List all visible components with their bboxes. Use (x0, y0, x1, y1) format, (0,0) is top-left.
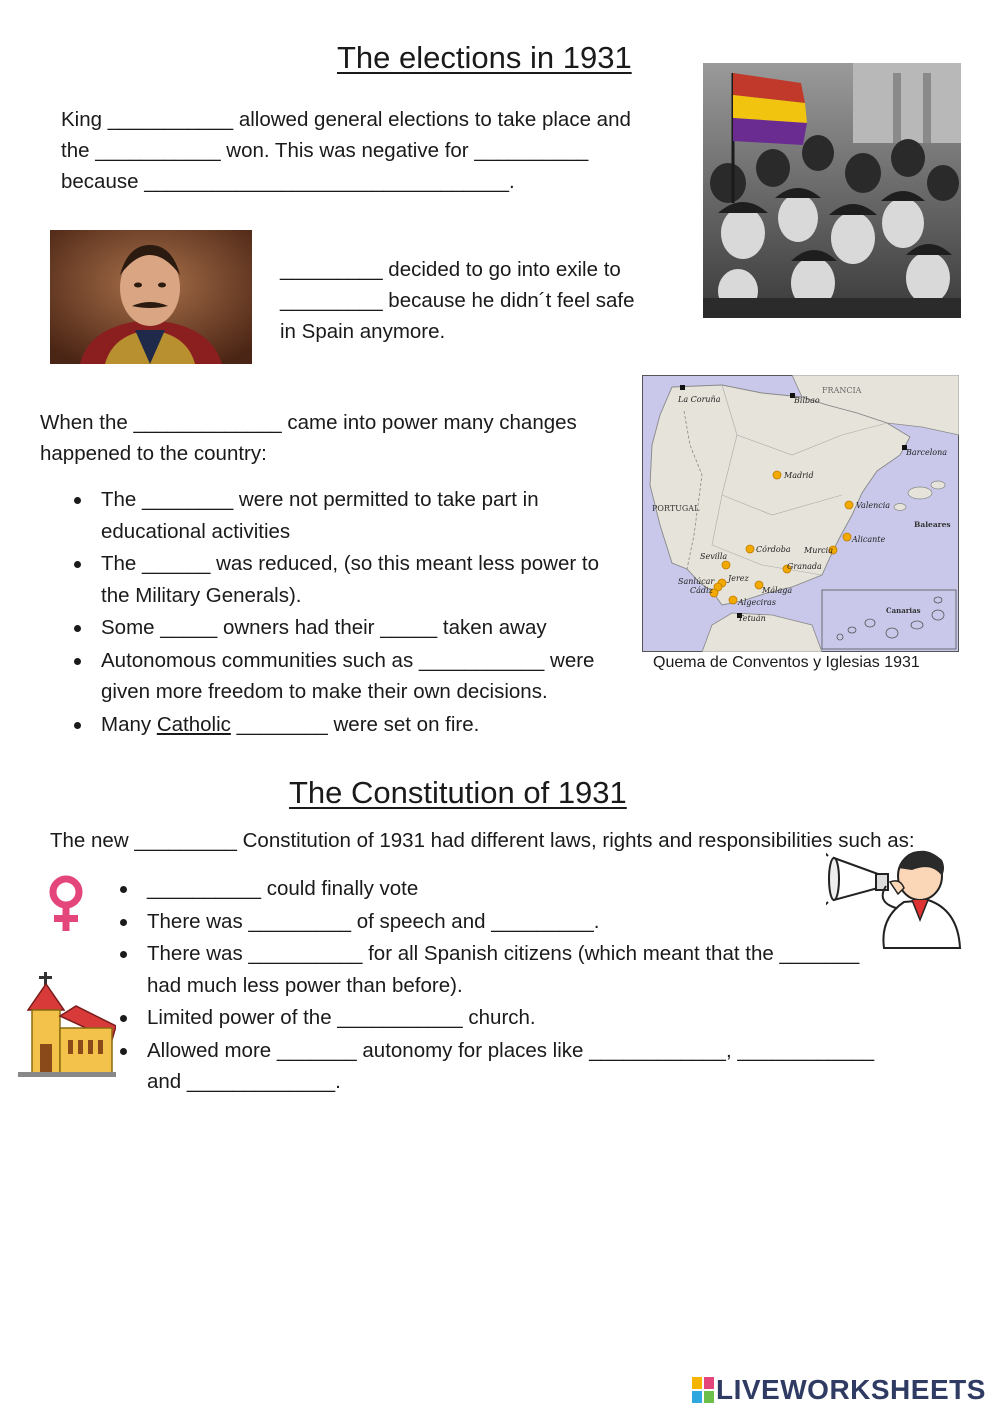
elections-paragraph (61, 104, 631, 197)
text-fragment: ________ were set on fire. (230, 712, 480, 736)
list-item-line: The ________ were not permitted to take part in (101, 488, 539, 511)
bullet-dot (120, 1015, 127, 1022)
exile-paragraph (280, 254, 634, 347)
bullet-dot (74, 658, 81, 665)
map-label-canarias: Canarias (886, 606, 921, 615)
bullet-dot (74, 625, 81, 632)
map-label-francia: FRANCIA (822, 386, 862, 395)
map-label-malaga: Málaga (762, 586, 793, 595)
church-icon (18, 966, 116, 1078)
section-title-elections: The elections in 1931 (337, 40, 632, 75)
bullet-dot (120, 919, 127, 926)
list-item-line (101, 709, 599, 741)
changes-paragraph (40, 407, 577, 469)
list-item-line: educational activities (101, 519, 291, 543)
underlined-word: Catholic (156, 712, 231, 736)
paragraph-line: _________ decided to go into exile to (280, 258, 621, 281)
map-label-algeciras: Algeciras (738, 598, 776, 607)
list-item (147, 1035, 874, 1098)
constitution-intro (50, 825, 915, 856)
map-label-baleares: Baleares (914, 520, 951, 529)
paragraph-line: _________ because he didn´t feel safe (280, 289, 635, 312)
list-item (101, 548, 599, 611)
bullet-dot (74, 722, 81, 729)
spain-map (642, 375, 959, 652)
liveworksheets-logo[interactable] (692, 1374, 986, 1406)
list-item (147, 906, 874, 938)
list-item-line: had much less power than before). (147, 973, 463, 997)
king-portrait (50, 230, 252, 364)
liveworksheets-brand-text: LIVEWORKSHEETS (716, 1374, 986, 1405)
list-item-line: Allowed more _______ autonomy for places like ____________, ____________ (147, 1038, 875, 1062)
map-label-tetuan: Tetuán (738, 614, 766, 623)
paragraph-line: happened to the country: (40, 442, 267, 465)
list-item-line: There was _________ of speech and _________. (147, 909, 600, 933)
list-item-line: The ______ was reduced, (so this meant less power to (101, 552, 599, 575)
map-label-valencia: Valencia (856, 501, 891, 510)
map-label-bilbao: Bilbao (794, 396, 820, 405)
map-label-cordoba: Córdoba (756, 545, 791, 554)
map-label-sanlucar: Sanlúcar (678, 577, 715, 586)
map-caption: Quema de Conventos y Iglesias 1931 (653, 654, 920, 671)
map-label-madrid: Madrid (784, 471, 814, 480)
map-label-granada: Granada (787, 562, 822, 571)
map-label-la-coruna: La Coruña (678, 395, 721, 404)
list-item (147, 1002, 874, 1034)
list-item-line: Some _____ owners had their _____ taken away (101, 616, 547, 639)
list-item-line: Autonomous communities such as ___________ were (101, 648, 595, 672)
changes-list (101, 484, 599, 741)
list-item-line: and _____________. (147, 1070, 341, 1093)
map-label-alicante: Alicante (852, 535, 886, 544)
list-item (101, 612, 599, 644)
map-label-cadiz: Cádiz (690, 586, 713, 595)
list-item (147, 938, 874, 1001)
bullet-dot (74, 497, 81, 504)
paragraph-line: because ________________________________. (61, 170, 515, 193)
map-label-barcelona: Barcelona (906, 448, 947, 457)
list-item (147, 873, 874, 905)
text-fragment: Many (101, 712, 157, 736)
constitution-list (147, 873, 874, 1099)
list-item (101, 645, 599, 708)
list-item-line: Limited power of the ___________ church. (147, 1006, 536, 1029)
paragraph-line: in Spain anymore. (280, 320, 446, 343)
paragraph-line: When the _____________ came into power many changes (40, 411, 577, 434)
paragraph-line: King ___________ allowed general elections to take place and (61, 108, 631, 131)
bullet-dot (120, 1048, 127, 1055)
section-title-constitution: The Constitution of 1931 (289, 775, 627, 810)
map-label-murcia: Murcia (804, 546, 833, 555)
paragraph-line: The new _________ Constitution of 1931 had different laws, rights and responsibilities such as: (50, 829, 915, 852)
list-item (101, 484, 599, 547)
map-label-sevilla: Sevilla (700, 552, 728, 561)
map-label-jerez: Jerez (728, 574, 749, 583)
list-item (101, 709, 599, 741)
liveworksheets-icon (692, 1377, 714, 1403)
list-item-line: the Military Generals). (101, 583, 302, 607)
female-symbol-icon (45, 875, 87, 935)
list-item-line: __________ could finally vote (147, 877, 419, 900)
bullet-dot (120, 951, 127, 958)
list-item-line: given more freedom to make their own decisions. (101, 680, 548, 703)
bullet-dot (74, 561, 81, 568)
crowd-flag-photo (703, 63, 961, 318)
list-item-line: There was __________ for all Spanish citizens (which meant that the _______ (147, 942, 860, 965)
bullet-dot (120, 886, 127, 893)
map-label-portugal: PORTUGAL (652, 504, 700, 513)
paragraph-line: the ___________ won. This was negative for __________ (61, 139, 589, 162)
